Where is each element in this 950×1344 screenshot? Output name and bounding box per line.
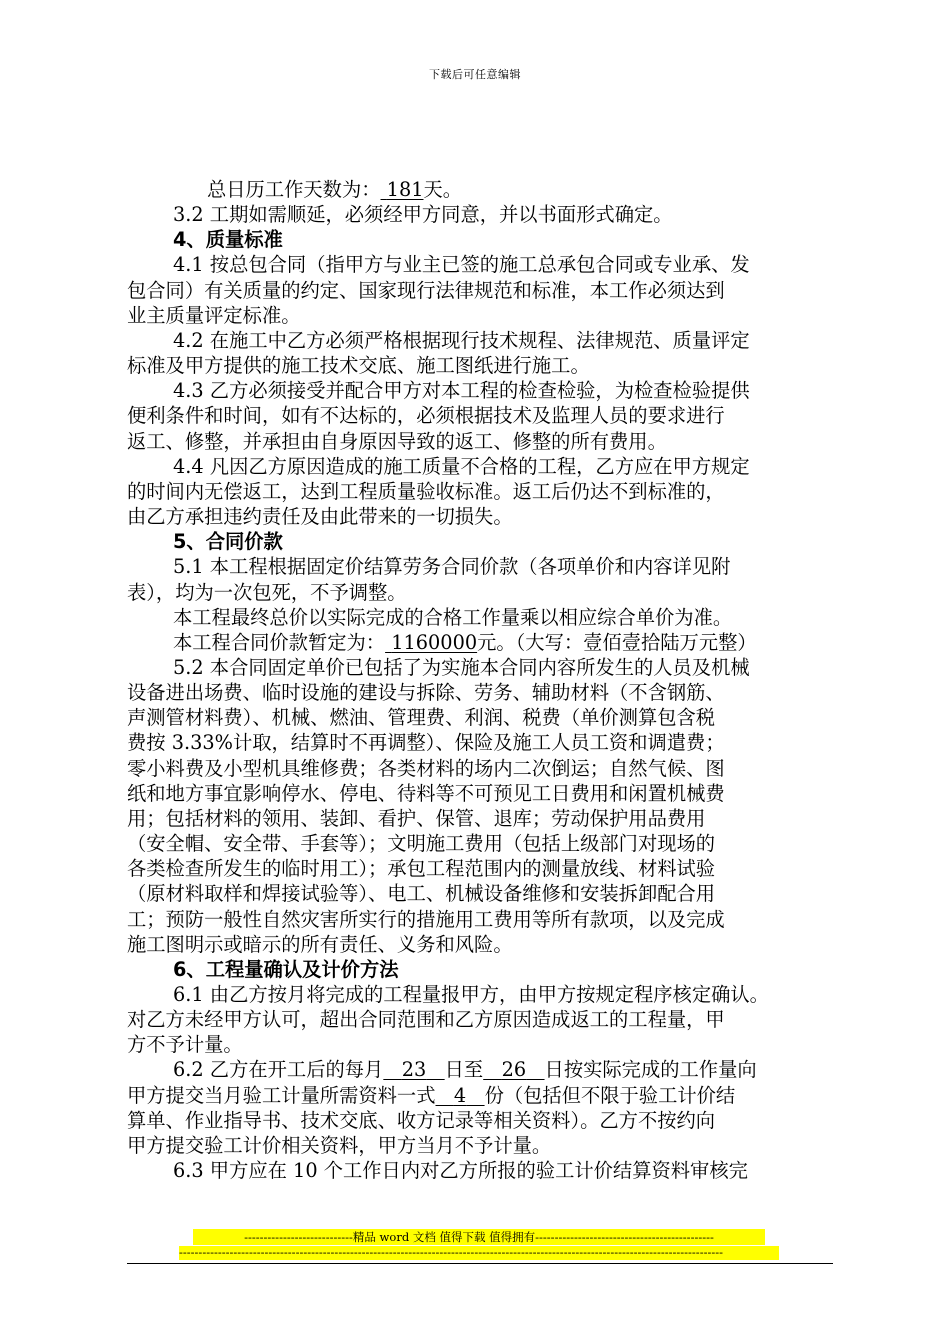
paragraph-line: 甲方提交验工计价相关资料，甲方当月不予计量。 xyxy=(127,1133,552,1157)
section-heading-quantity: 6、工程量确认及计价方法 xyxy=(173,957,399,981)
total-days-value: 181 xyxy=(386,178,424,201)
paragraph-line: 6.2 乙方在开工后的每月 23 日至 26 日按实际完成的工作量向 xyxy=(173,1058,757,1082)
paragraph-line: 业主质量评定标准。 xyxy=(127,303,301,327)
end-day-value: 26 xyxy=(501,1058,527,1082)
copies-value: 4 xyxy=(453,1083,467,1107)
paragraph-line: 6.3 甲方应在 10 个工作日内对乙方所报的验工计价结算资料审核完 xyxy=(173,1159,748,1183)
paragraph-line: （安全帽、安全带、手套等）；文明施工费用（包括上级部门对现场的 xyxy=(127,832,716,856)
paragraph-line: 便利条件和时间，如有不达标的，必须根据技术及监理人员的要求进行 xyxy=(127,404,725,428)
paragraph-line: 设备进出场费、临时设施的建设与拆除、劳务、辅助材料（不含钢筋、 xyxy=(127,681,725,705)
footer-dash-line: -------------------------------------------------------------------------------------------------------------------------------------------- xyxy=(179,1246,779,1260)
paragraph-line: 本工程合同价款暂定为： 1160000元。（大写：壹佰壹拾陆万元整） xyxy=(173,630,757,654)
contract-price-value: 1160000 xyxy=(391,630,478,654)
document-body xyxy=(127,177,839,1183)
paragraph-line: 4.1 按总包合同（指甲方与业主已签的施工总承包合同或专业承、发 xyxy=(173,253,750,277)
paragraph-line: 4.3 乙方必须接受并配合甲方对本工程的检查检验，为检查检验提供 xyxy=(173,379,750,403)
paragraph-line: 甲方提交当月验工计量所需资料一式 4 份（包括但不限于验工计价结 xyxy=(127,1083,736,1107)
paragraph-line: 工；预防一般性自然灾害所实行的措施用工费用等所有款项，以及完成 xyxy=(127,907,725,931)
paragraph-line: 本工程最终总价以实际完成的合格工作量乘以相应综合单价为准。 xyxy=(173,605,733,629)
section-heading-quality: 4、质量标准 xyxy=(173,228,283,252)
start-day-value: 23 xyxy=(401,1058,427,1082)
paragraph-line: 声测管材料费）、机械、燃油、管理费、利润、税费（单价测算包含税 xyxy=(127,706,716,730)
paragraph-line: 对乙方未经甲方认可，超出合同范围和乙方原因造成返工的工程量，甲 xyxy=(127,1008,725,1032)
paragraph-line: 算单、作业指导书、技术交底、收方记录等相关资料）。乙方不按约向 xyxy=(127,1108,716,1132)
paragraph-line: 费按 3.33%计取，结算时不再调整）、保险及施工人员工资和调遣费； xyxy=(127,731,725,755)
paragraph-line: 方不予计量。 xyxy=(127,1033,243,1057)
paragraph-line: 施工图明示或暗示的所有责任、义务和风险。 xyxy=(127,932,513,956)
paragraph-line: 的时间内无偿返工，达到工程质量验收标准。返工后仍达不到标准的， xyxy=(127,479,725,503)
paragraph-line: 各类检查所发生的临时用工）；承包工程范围内的测量放线、材料试验 xyxy=(127,857,716,881)
paragraph-line: 用；包括材料的领用、装卸、看护、保管、退库；劳动保护用品费用 xyxy=(127,806,706,830)
paragraph-line: 5.2 本合同固定单价已包括了为实施本合同内容所发生的人员及机械 xyxy=(173,655,750,679)
paragraph-line: 表），均为一次包死，不予调整。 xyxy=(127,580,407,604)
paragraph-line: 零小料费及小型机具维修费；各类材料的场内二次倒运；自然气候、图 xyxy=(127,756,725,780)
footer-rule xyxy=(127,1263,833,1264)
paragraph-line: 返工、修整，并承担由自身原因导致的返工、修整的所有费用。 xyxy=(127,429,667,453)
paragraph-line: 标准及甲方提供的施工技术交底、施工图纸进行施工。 xyxy=(127,354,590,378)
paragraph-line: （原材料取样和焊接试验等）、电工、机械设备维修和安装拆卸配合用 xyxy=(127,882,716,906)
paragraph-line: 总日历工作天数为： 181天。 xyxy=(207,178,463,201)
header-note: 下载后可任意编辑 xyxy=(429,68,521,81)
paragraph-line: 4.2 在施工中乙方必须严格根据现行技术规程、法律规范、质量评定 xyxy=(173,328,750,352)
paragraph-line: 5.1 本工程根据固定价结算劳务合同价款（各项单价和内容详见附 xyxy=(173,555,731,579)
paragraph-line: 纸和地方事宜影响停水、停电、待料等不可预见工日费用和闲置机械费 xyxy=(127,781,725,805)
paragraph-line: 4.4 凡因乙方原因造成的施工质量不合格的工程，乙方应在甲方规定 xyxy=(173,454,750,478)
paragraph-line: 包合同）有关质量的约定、国家现行法律规范和标准，本工作必须达到 xyxy=(127,278,725,302)
paragraph-line: 6.1 由乙方按月将完成的工程量报甲方，由甲方按规定程序核定确认。 xyxy=(173,983,769,1006)
paragraph-line: 3.2 工期如需顺延，必须经甲方同意，并以书面形式确定。 xyxy=(173,203,673,227)
section-heading-price: 5、合同价款 xyxy=(173,530,283,554)
paragraph-line: 由乙方承担违约责任及由此带来的一切损失。 xyxy=(127,505,513,529)
footer-banner: ----------------------------精品 word 文档 值得下载 值得拥有---------------------------------------------- xyxy=(193,1229,765,1245)
